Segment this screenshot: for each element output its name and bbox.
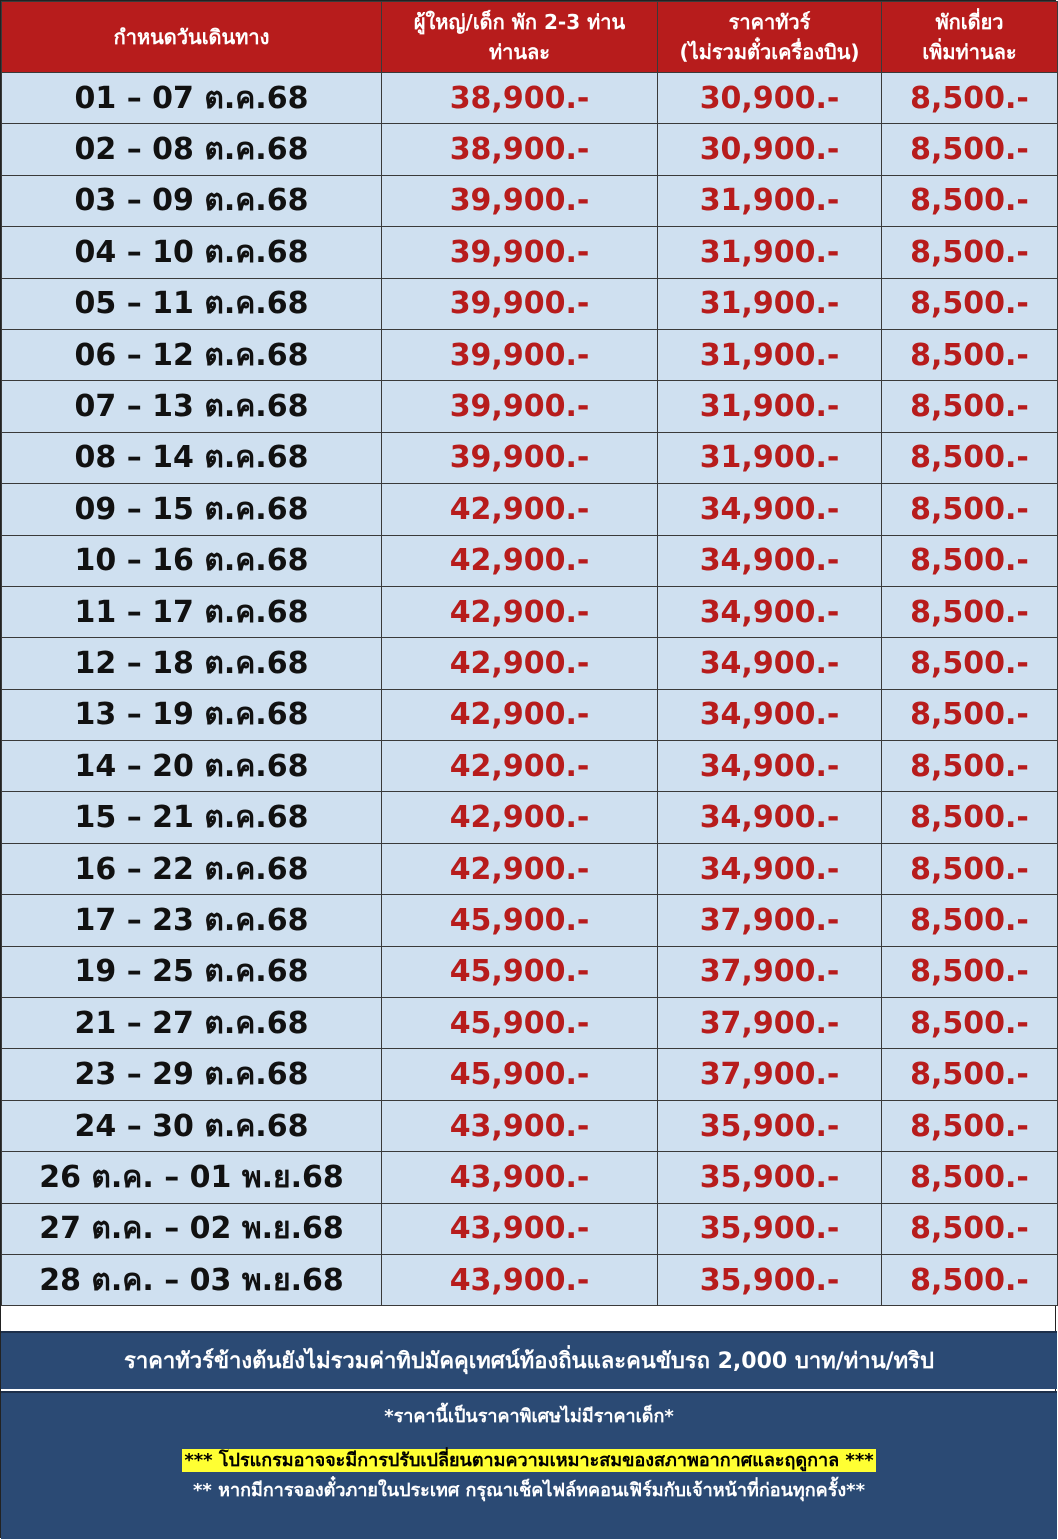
table-row: [2, 689, 1058, 740]
table-row: [2, 792, 1058, 843]
single-supplement-cell: 8,500.-: [882, 1203, 1058, 1254]
table-body: [2, 73, 1058, 1306]
table-row: [2, 227, 1058, 278]
date-cell: 24 – 30 ต.ค.68: [2, 1100, 382, 1151]
tour-price-cell: 31,900.-: [658, 329, 882, 380]
adult-price-cell: 39,900.-: [382, 227, 658, 278]
single-supplement-cell: 8,500.-: [882, 689, 1058, 740]
single-supplement-cell: 8,500.-: [882, 998, 1058, 1049]
adult-price-cell: 43,900.-: [382, 1152, 658, 1203]
tour-price-cell: 34,900.-: [658, 535, 882, 586]
date-cell: 28 ต.ค. – 03 พ.ย.68: [2, 1254, 382, 1305]
header-travel-date: กำหนดวันเดินทาง: [2, 2, 382, 73]
single-supplement-cell: 8,500.-: [882, 124, 1058, 175]
single-supplement-cell: 8,500.-: [882, 484, 1058, 535]
table-row: [2, 1254, 1058, 1305]
table-row: [2, 278, 1058, 329]
single-supplement-cell: 8,500.-: [882, 227, 1058, 278]
adult-price-cell: 43,900.-: [382, 1254, 658, 1305]
date-cell: 02 – 08 ต.ค.68: [2, 124, 382, 175]
adult-price-cell: 39,900.-: [382, 381, 658, 432]
tour-price-cell: 35,900.-: [658, 1100, 882, 1151]
tour-price-cell: 31,900.-: [658, 278, 882, 329]
date-cell: 06 – 12 ต.ค.68: [2, 329, 382, 380]
single-supplement-cell: 8,500.-: [882, 73, 1058, 124]
single-supplement-cell: 8,500.-: [882, 1100, 1058, 1151]
tour-price-cell: 37,900.-: [658, 998, 882, 1049]
single-supplement-cell: 8,500.-: [882, 381, 1058, 432]
tour-price-cell: 34,900.-: [658, 843, 882, 894]
single-supplement-cell: 8,500.-: [882, 432, 1058, 483]
program-change-note-line: [1, 1445, 1057, 1474]
table-header-row: [2, 2, 1058, 73]
single-supplement-cell: 8,500.-: [882, 843, 1058, 894]
table-row: [2, 432, 1058, 483]
date-cell: 07 – 13 ต.ค.68: [2, 381, 382, 432]
single-supplement-cell: 8,500.-: [882, 329, 1058, 380]
tour-price-cell: 31,900.-: [658, 381, 882, 432]
adult-price-cell: 45,900.-: [382, 998, 658, 1049]
table-row: [2, 741, 1058, 792]
adult-price-cell: 39,900.-: [382, 329, 658, 380]
date-cell: 21 – 27 ต.ค.68: [2, 998, 382, 1049]
date-cell: 19 – 25 ต.ค.68: [2, 946, 382, 997]
tour-price-cell: 34,900.-: [658, 586, 882, 637]
tour-price-cell: 34,900.-: [658, 689, 882, 740]
adult-price-cell: 42,900.-: [382, 586, 658, 637]
tour-price-cell: 35,900.-: [658, 1203, 882, 1254]
date-cell: 08 – 14 ต.ค.68: [2, 432, 382, 483]
table-row: [2, 946, 1058, 997]
price-table: [1, 1, 1058, 1306]
program-change-note: *** โปรแกรมอาจจะมีการปรับเปลี่ยนตามความเหมาะสมของสภาพอากาศและฤดูกาล ***: [184, 1450, 874, 1471]
date-cell: 26 ต.ค. – 01 พ.ย.68: [2, 1152, 382, 1203]
tour-price-cell: 30,900.-: [658, 124, 882, 175]
adult-price-cell: 42,900.-: [382, 741, 658, 792]
single-supplement-cell: 8,500.-: [882, 1049, 1058, 1100]
tour-price-cell: 35,900.-: [658, 1254, 882, 1305]
adult-price-cell: 42,900.-: [382, 535, 658, 586]
table-row: [2, 381, 1058, 432]
adult-price-cell: 42,900.-: [382, 792, 658, 843]
domestic-ticket-note: ** หากมีการจองตั๋วภายในประเทศ กรุณาเช็คไฟล์ทคอนเฟิร์มกับเจ้าหน้าที่ก่อนทุกครั้ง**: [193, 1480, 865, 1501]
header-single-supplement: พักเดี่ยว เพิ่มท่านละ: [882, 2, 1058, 73]
tour-price-cell: 35,900.-: [658, 1152, 882, 1203]
date-cell: 05 – 11 ต.ค.68: [2, 278, 382, 329]
table-row: [2, 1152, 1058, 1203]
adult-price-cell: 42,900.-: [382, 638, 658, 689]
single-supplement-cell: 8,500.-: [882, 1254, 1058, 1305]
date-cell: 09 – 15 ต.ค.68: [2, 484, 382, 535]
tour-price-cell: 34,900.-: [658, 638, 882, 689]
tour-price-cell: 37,900.-: [658, 895, 882, 946]
tour-price-cell: 34,900.-: [658, 741, 882, 792]
table-row: [2, 638, 1058, 689]
header-adult-child-price: ผู้ใหญ่/เด็ก พัก 2-3 ท่าน ท่านละ: [382, 2, 658, 73]
table-row: [2, 329, 1058, 380]
date-cell: 10 – 16 ต.ค.68: [2, 535, 382, 586]
table-row: [2, 175, 1058, 226]
date-cell: 13 – 19 ต.ค.68: [2, 689, 382, 740]
single-supplement-cell: 8,500.-: [882, 946, 1058, 997]
adult-price-cell: 45,900.-: [382, 895, 658, 946]
tour-price-cell: 34,900.-: [658, 792, 882, 843]
adult-price-cell: 38,900.-: [382, 73, 658, 124]
single-supplement-cell: 8,500.-: [882, 638, 1058, 689]
table-row: [2, 124, 1058, 175]
table-row: [2, 1203, 1058, 1254]
single-supplement-cell: 8,500.-: [882, 895, 1058, 946]
table-row: [2, 843, 1058, 894]
tour-price-cell: 31,900.-: [658, 175, 882, 226]
table-row: [2, 586, 1058, 637]
date-cell: 23 – 29 ต.ค.68: [2, 1049, 382, 1100]
adult-price-cell: 42,900.-: [382, 484, 658, 535]
date-cell: 03 – 09 ต.ค.68: [2, 175, 382, 226]
adult-price-cell: 45,900.-: [382, 946, 658, 997]
table-row: [2, 1049, 1058, 1100]
special-price-note: *ราคานี้เป็นราคาพิเศษไม่มีราคาเด็ก*: [384, 1406, 674, 1427]
header-tour-price: ราคาทัวร์ (ไม่รวมตั๋วเครื่องบิน): [658, 2, 882, 73]
single-supplement-cell: 8,500.-: [882, 535, 1058, 586]
date-cell: 12 – 18 ต.ค.68: [2, 638, 382, 689]
adult-price-cell: 39,900.-: [382, 278, 658, 329]
date-cell: 16 – 22 ต.ค.68: [2, 843, 382, 894]
adult-price-cell: 45,900.-: [382, 1049, 658, 1100]
table-row: [2, 998, 1058, 1049]
single-supplement-cell: 8,500.-: [882, 278, 1058, 329]
date-cell: 14 – 20 ต.ค.68: [2, 741, 382, 792]
date-cell: 01 – 07 ต.ค.68: [2, 73, 382, 124]
table-row: [2, 484, 1058, 535]
table-row: [2, 1100, 1058, 1151]
adult-price-cell: 42,900.-: [382, 689, 658, 740]
table-row: [2, 895, 1058, 946]
adult-price-cell: 38,900.-: [382, 124, 658, 175]
single-supplement-cell: 8,500.-: [882, 175, 1058, 226]
single-supplement-cell: 8,500.-: [882, 741, 1058, 792]
tip-note: ราคาทัวร์ข้างต้นยังไม่รวมค่าทิปมัคคุเทศน์ท้องถิ่นและคนขับรถ 2,000 บาท/ท่าน/ทริป: [1, 1331, 1057, 1389]
adult-price-cell: 39,900.-: [382, 175, 658, 226]
tour-price-cell: 30,900.-: [658, 73, 882, 124]
adult-price-cell: 42,900.-: [382, 843, 658, 894]
single-supplement-cell: 8,500.-: [882, 1152, 1058, 1203]
date-cell: 27 ต.ค. – 02 พ.ย.68: [2, 1203, 382, 1254]
tour-price-cell: 31,900.-: [658, 432, 882, 483]
adult-price-cell: 43,900.-: [382, 1100, 658, 1151]
single-supplement-cell: 8,500.-: [882, 792, 1058, 843]
notes-box: [1, 1391, 1057, 1539]
tour-price-cell: 37,900.-: [658, 946, 882, 997]
tour-price-cell: 37,900.-: [658, 1049, 882, 1100]
tour-price-cell: 31,900.-: [658, 227, 882, 278]
date-cell: 11 – 17 ต.ค.68: [2, 586, 382, 637]
table-row: [2, 535, 1058, 586]
date-cell: 17 – 23 ต.ค.68: [2, 895, 382, 946]
single-supplement-cell: 8,500.-: [882, 586, 1058, 637]
table-row: [2, 73, 1058, 124]
adult-price-cell: 39,900.-: [382, 432, 658, 483]
date-cell: 15 – 21 ต.ค.68: [2, 792, 382, 843]
adult-price-cell: 43,900.-: [382, 1203, 658, 1254]
date-cell: 04 – 10 ต.ค.68: [2, 227, 382, 278]
tour-price-cell: 34,900.-: [658, 484, 882, 535]
